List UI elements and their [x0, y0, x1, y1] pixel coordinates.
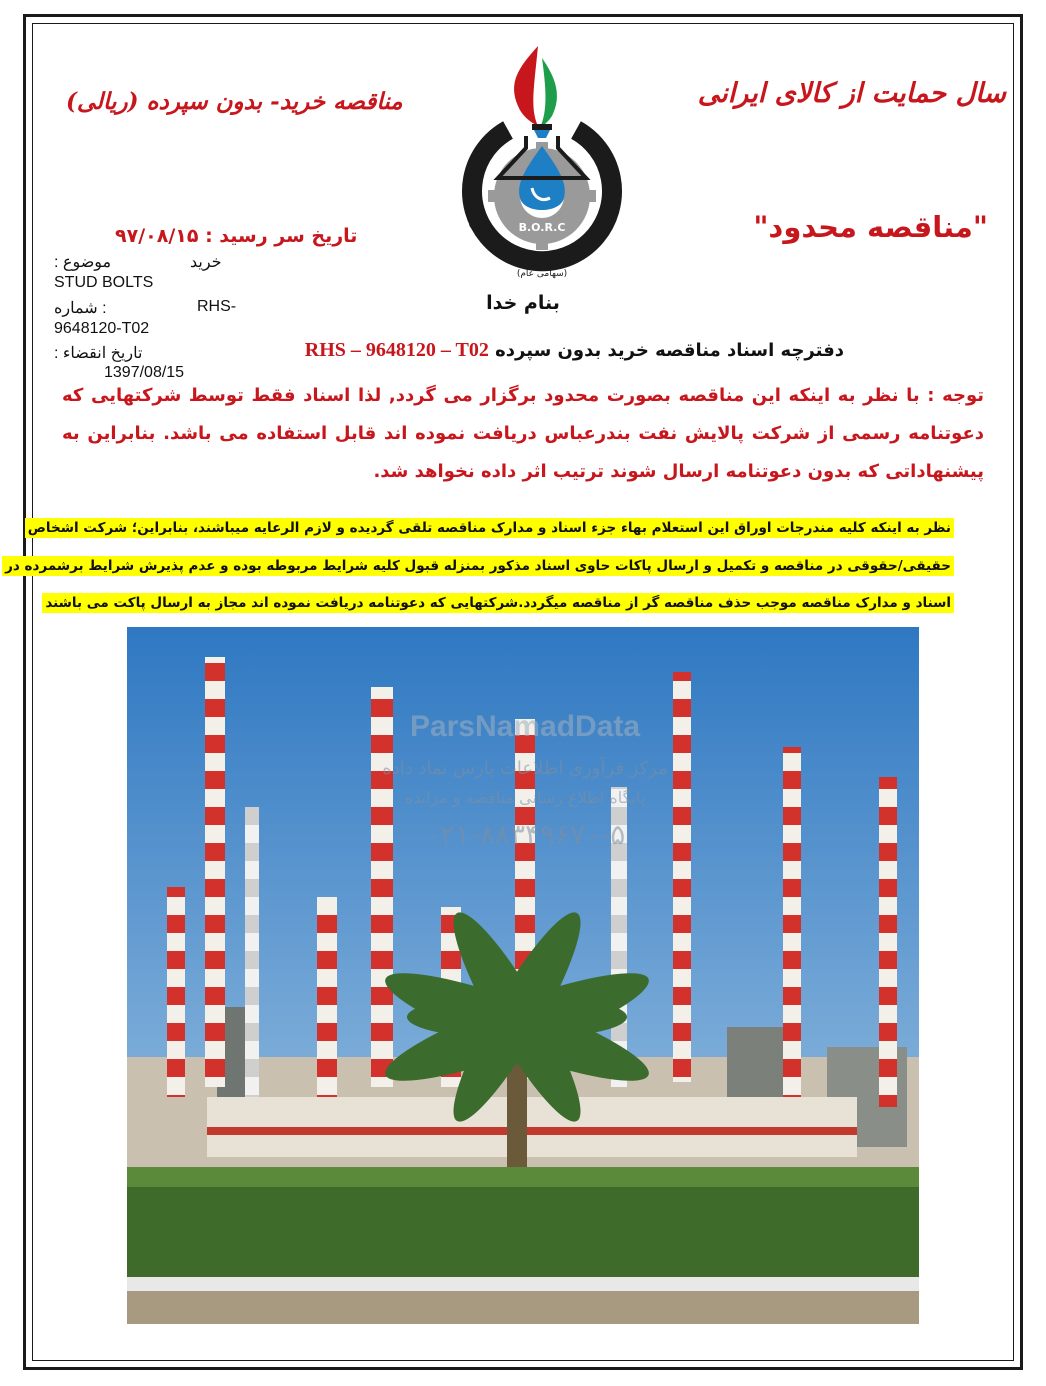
number-label: : شماره — [54, 300, 107, 317]
bismillah: بنام خدا — [486, 292, 560, 314]
year-slogan: سال حمایت از کالای ایرانی — [697, 78, 1006, 109]
watermark-line2: پایگاه اطلاع رسانی مناقصه و مزایده — [404, 788, 646, 807]
limited-tender-notice: توجه : با نظر به اینکه این مناقصه بصورت محدود برگزار می گردد, لذا اسناد فقط توسط شرکتهایی که دعوتنامه رسمی از شرکت پالایش نفت بندرعباس دریافت نموده اند قابل استفاده می باشد. بنابراین به پیشنهاداتی که بدون دعوتنامه ارسال شوند ترتیب اثر داده نخواهد شد. — [62, 385, 984, 482]
company-logo — [438, 38, 648, 288]
logo-initials: B.O.R.C — [518, 221, 566, 234]
deadline-label: تاریخ سر رسید : ۹۷/۰۸/۱۵ — [115, 225, 358, 247]
number-prefix: RHS- — [197, 298, 237, 315]
logo-company-name: شرکت پالایش نفت بندرعباس — [467, 214, 619, 266]
subject-label: موضوع : — [54, 254, 112, 271]
expiry-value: 1397/08/15 — [104, 364, 185, 381]
document-code: RHS – 9648120 – T02 — [304, 339, 489, 361]
watermark-brand: ParsNamadData — [409, 710, 641, 743]
subject-value: خرید — [190, 254, 222, 271]
expiry-label: تاریخ انقضاء : — [54, 345, 143, 362]
borc-logo-icon — [438, 38, 648, 288]
number-value: 9648120-T02 — [54, 320, 150, 337]
document-title-text: دفترچه اسناد مناقصه خرید بدون سپرده — [495, 340, 844, 361]
highlight-line-3: اسناد و مدارک مناقصه موجب حذف مناقصه گر از مناقصه میگردد.شرکتهایی که دعوتنامه دریافت نموده اند مجاز به ارسال پاکت می باشند — [42, 593, 954, 613]
tender-kind-title: مناقصه خرید- بدون سپرده (ریالی) — [66, 88, 403, 115]
document-title — [305, 339, 844, 362]
watermark-phone: ۰۲۱-۸۸۳۴۹۶۷۰-۵ — [424, 818, 626, 851]
logo-company-suffix: (سهامی عام) — [516, 269, 568, 279]
refinery-illustration — [127, 627, 919, 1324]
highlight-line-2: حقیقی/حقوقی در مناقصه و تکمیل و ارسال پاکات حاوی اسناد مذکور بمنزله قبول کلیه شرایط مربوطه بوده و عدم پذیرش شرایط برشمرده در — [2, 556, 954, 576]
watermark-line1: مرکز فرآوری اطلاعات پارس نماد داده — [382, 758, 668, 779]
limited-tender-title: "مناقصه محدود" — [753, 210, 988, 244]
subject-item: STUD BOLTS — [54, 274, 154, 291]
refinery-photo — [127, 627, 919, 1324]
highlight-line-1: نظر به اینکه کلیه مندرجات اوراق این استعلام بهاء جزء اسناد و مدارک مناقصه تلقی گردیده و لازم الرعایه میباشند، بنابراین؛ شرکت اشخاص — [25, 518, 954, 538]
